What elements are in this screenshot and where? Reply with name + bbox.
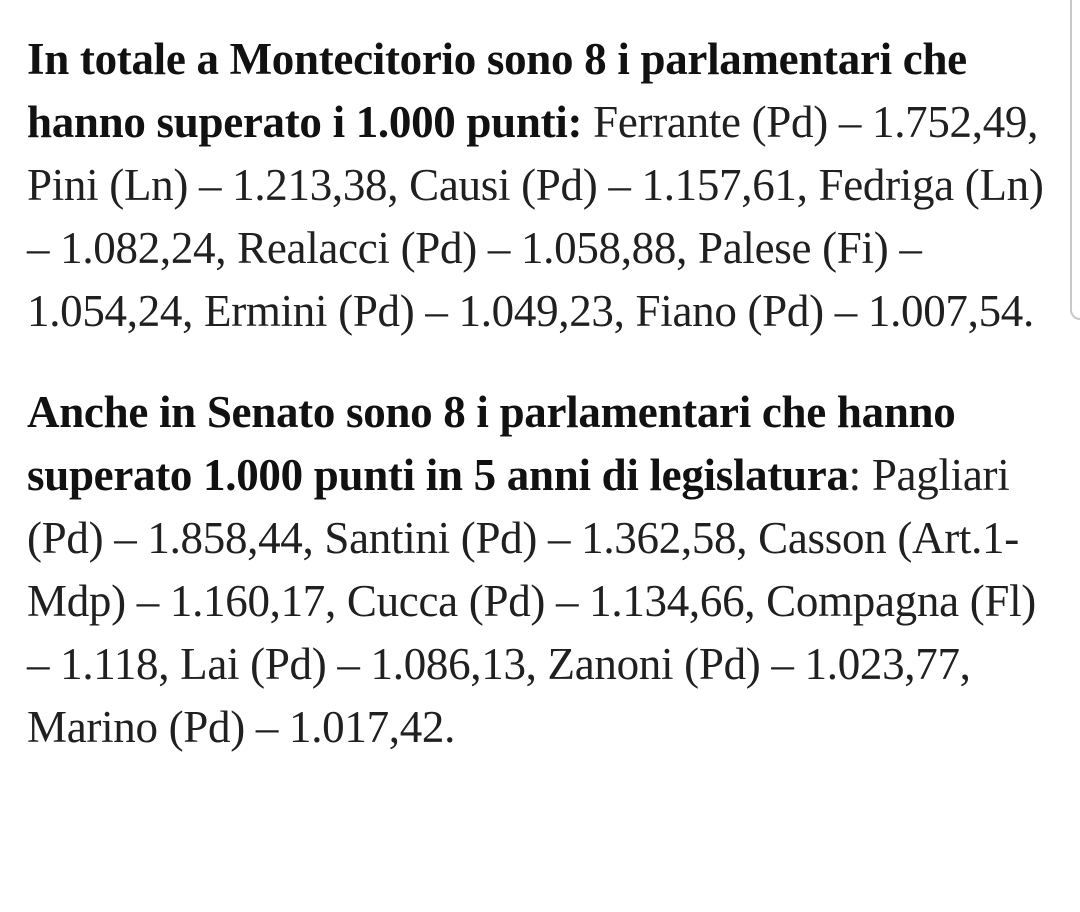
paragraph-senato	[27, 381, 1057, 759]
paragraph-camera	[27, 28, 1057, 343]
scrollbar-edge[interactable]	[1070, 0, 1080, 320]
article-text	[27, 28, 1057, 759]
paragraph-senato-lead: Anche in Senato sono 8 i parlamentari che hanno superato 1.000 punti in 5 anni di legislatura	[27, 387, 956, 500]
paragraph-senato-body: : Pagliari (Pd) – 1.858,44, Santini (Pd) – 1.362,58, Casson (Art.1-Mdp) – 1.160,17, Cucca (Pd) – 1.134,66, Compagna (Fl) – 1.118, Lai (Pd) – 1.086,13, Zanoni (Pd) – 1.023,77, Marino (Pd) – 1.017,42.	[27, 450, 1036, 752]
paragraph-camera-lead: In totale a Montecitorio sono 8 i parlamentari che hanno superato i 1.000 punti:	[27, 34, 967, 147]
paragraph-camera-body: Ferrante (Pd) – 1.752,49, Pini (Ln) – 1.213,38, Causi (Pd) – 1.157,61, Fedriga (Ln) – 1.082,24, Realacci (Pd) – 1.058,88, Palese (Fi) – 1.054,24, Ermini (Pd) – 1.049,23, Fiano (Pd) – 1.007,54.	[27, 97, 1044, 336]
